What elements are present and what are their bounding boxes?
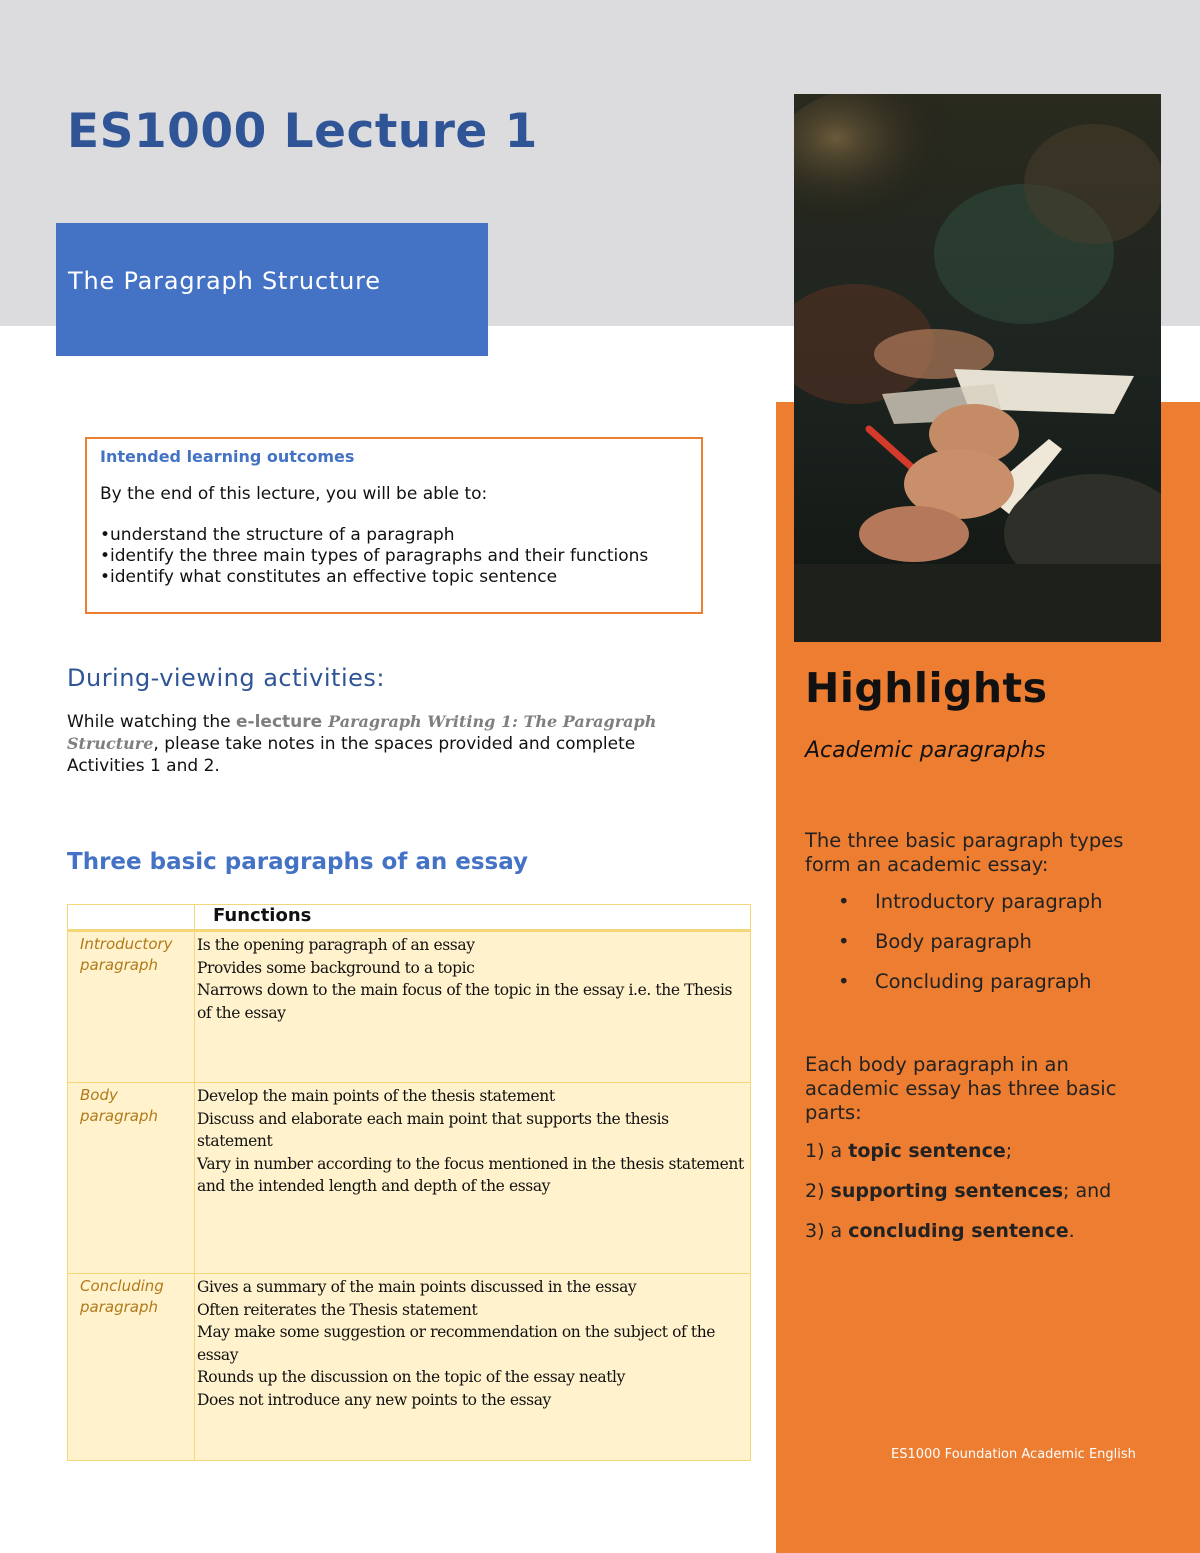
paragraph-types-heading: Three basic paragraphs of an essay xyxy=(67,849,529,875)
function-line: May make some suggestion or recommendation on the subject of the essay xyxy=(197,1323,716,1364)
body-parts-list xyxy=(805,1140,1111,1260)
highlights-intro: The three basic paragraph types form an academic essay: xyxy=(805,829,1124,876)
part-term: supporting sentences xyxy=(830,1180,1064,1202)
part-prefix: 3) a xyxy=(805,1220,849,1242)
list-item xyxy=(805,1180,1111,1220)
function-line: Does not introduce any new points to the essay xyxy=(197,1390,551,1409)
function-line: Develop the main points of the thesis statement xyxy=(197,1087,555,1105)
function-line: Rounds up the discussion on the topic of the essay neatly xyxy=(197,1368,625,1386)
learning-outcomes-intro: By the end of this lecture, you will be able to: xyxy=(100,484,488,504)
part-term: topic sentence xyxy=(848,1140,1006,1162)
part-suffix: . xyxy=(1068,1220,1075,1242)
row-label: Introductory paragraph xyxy=(68,931,195,1083)
part-suffix: ; xyxy=(1005,1140,1013,1162)
part-suffix: ; and xyxy=(1063,1180,1112,1202)
lecture-photo xyxy=(794,94,1161,642)
function-line: Discuss and elaborate each main point that supports the thesis statement xyxy=(197,1109,669,1150)
function-line: Is the opening paragraph of an essay xyxy=(197,936,475,954)
text: , please take notes in the spaces provided and complete Activities 1 and 2. xyxy=(67,734,636,776)
subtitle-box xyxy=(56,223,488,356)
row-label: Concluding paragraph xyxy=(68,1274,195,1461)
highlights-subtitle: Academic paragraphs xyxy=(805,738,1046,763)
table-row xyxy=(68,1083,751,1274)
page-title: ES1000 Lecture 1 xyxy=(67,104,538,159)
page-subtitle: The Paragraph Structure xyxy=(68,267,381,295)
row-label: Body paragraph xyxy=(68,1083,195,1274)
paragraph-functions-table xyxy=(67,904,751,1461)
row-functions xyxy=(195,931,751,1083)
list-item xyxy=(838,970,1102,1010)
list-item-label: Concluding paragraph xyxy=(875,970,1092,993)
table-row xyxy=(68,1274,751,1461)
list-item: •identify the three main types of paragraphs and their functions xyxy=(100,546,649,566)
paragraph-type-list xyxy=(838,890,1102,1010)
bullet-icon: • xyxy=(838,890,850,913)
course-footer: ES1000 Foundation Academic English xyxy=(891,1447,1136,1462)
function-line: Narrows down to the main focus of the topic in the essay i.e. the Thesis of the essay xyxy=(197,981,733,1022)
row-functions xyxy=(195,1274,751,1461)
function-line: Gives a summary of the main points discussed in the essay xyxy=(197,1278,637,1296)
learning-outcomes-list xyxy=(100,525,648,588)
part-prefix: 1) a xyxy=(805,1140,849,1162)
learning-outcomes-title: Intended learning outcomes xyxy=(100,447,355,466)
list-item: •identify what constitutes an effective topic sentence xyxy=(100,567,558,587)
highlights-title: Highlights xyxy=(805,664,1048,712)
list-item xyxy=(805,1220,1111,1260)
list-item xyxy=(805,1140,1111,1180)
table-header-functions xyxy=(195,905,751,931)
during-viewing-text xyxy=(67,711,697,777)
body-paragraph-intro: Each body paragraph in an academic essay has three basic parts: xyxy=(805,1053,1117,1124)
table-row xyxy=(68,931,751,1083)
list-item-label: Body paragraph xyxy=(875,930,1032,953)
function-line: Often reiterates the Thesis statement xyxy=(197,1300,478,1319)
during-viewing-heading: During-viewing activities: xyxy=(67,664,385,692)
list-item xyxy=(838,930,1102,970)
part-prefix: 2) xyxy=(805,1180,831,1202)
bullet-icon: • xyxy=(838,930,850,953)
table-header-empty xyxy=(68,905,195,931)
text: While watching the xyxy=(67,712,236,732)
row-functions xyxy=(195,1083,751,1274)
functions-label: Functions xyxy=(213,905,312,926)
e-lecture-title: Paragraph Writing 1: The Paragraph Structure xyxy=(67,712,657,753)
e-lecture-label: e-lecture xyxy=(236,712,329,732)
bullet-icon: • xyxy=(838,970,850,993)
learning-outcomes-box xyxy=(85,437,703,614)
list-item xyxy=(838,890,1102,930)
function-line: Provides some background to a topic xyxy=(197,958,475,977)
list-item-label: Introductory paragraph xyxy=(875,890,1103,913)
function-line: Vary in number according to the focus mentioned in the thesis statement and the intended length and depth of the essay xyxy=(197,1154,744,1195)
list-item: •understand the structure of a paragraph xyxy=(100,525,455,545)
part-term: concluding sentence xyxy=(848,1220,1069,1242)
